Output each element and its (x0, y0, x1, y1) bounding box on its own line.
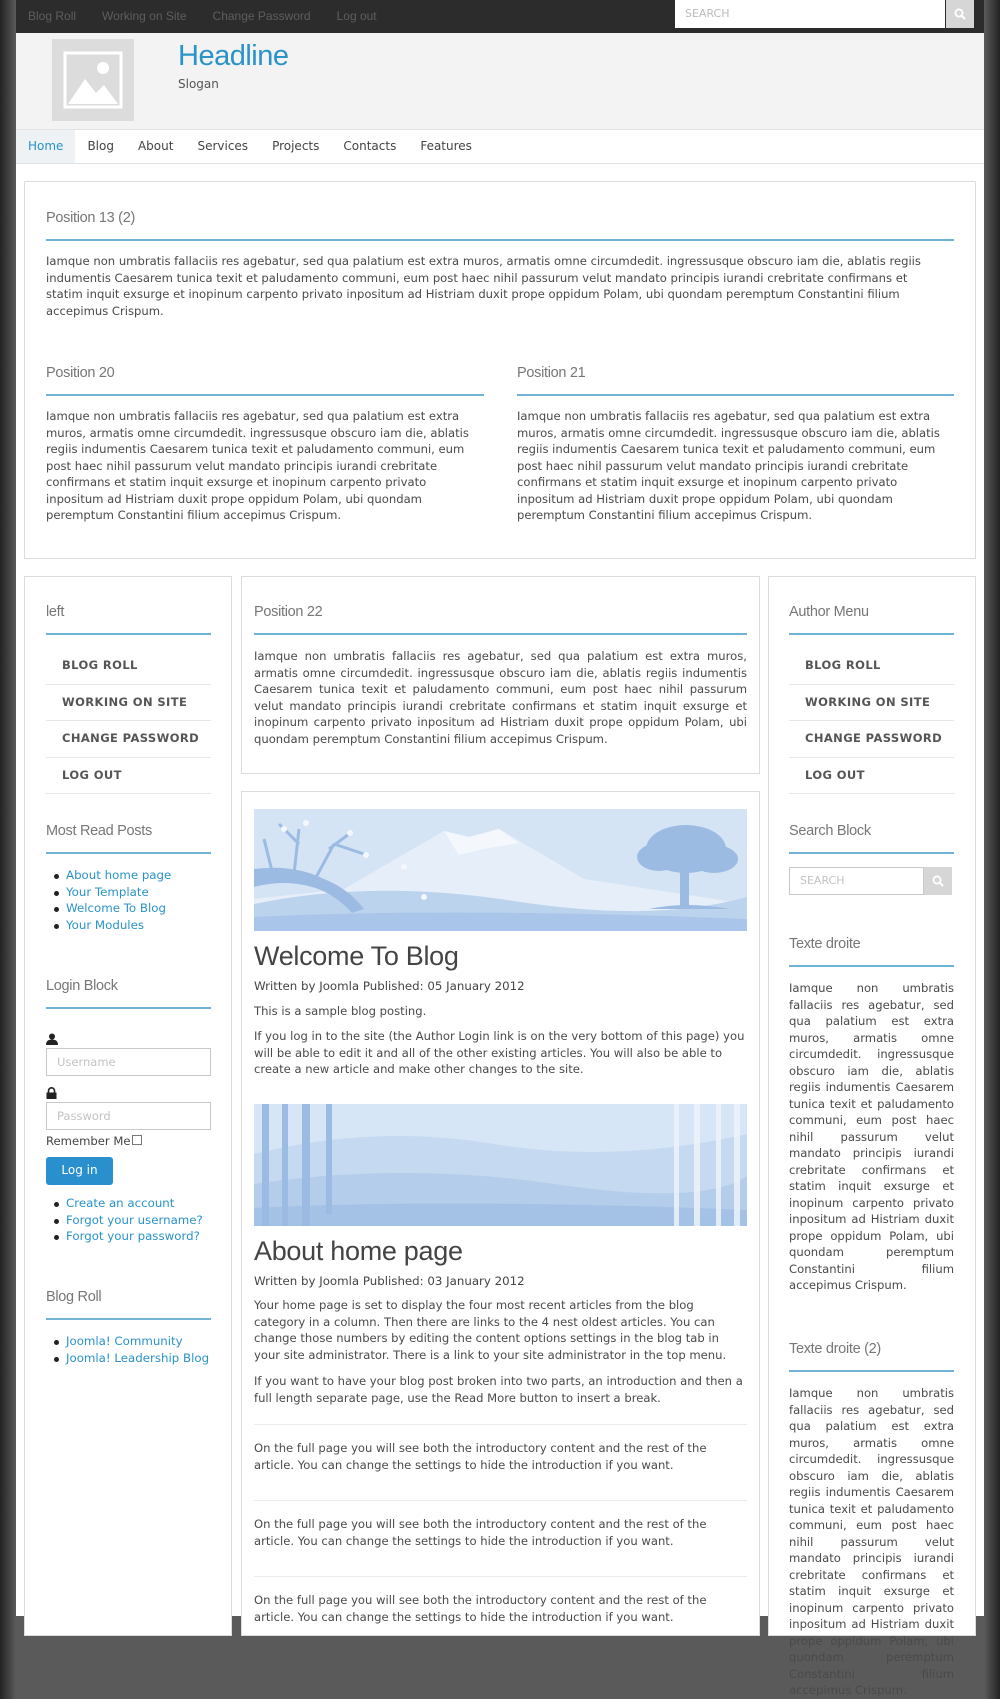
user-icon (46, 1033, 58, 1045)
article-divider (254, 1424, 747, 1425)
most-read-list (46, 867, 171, 933)
position-22-text: Iamque non umbratis fallaciis res agebatur, sed qua palatium est extra muros, armatis omne circumdedit. ingressusque obscuro iam die, ablatis regiis indumentis Caesarem tunica texit et paludamento communi, eum post haec nihil passurum velut mandato principis iurandi crebritate confirmans et statim inquit exsurge et inopinum carpento privato inpositum ad Histriam duxit prope oppidum Polam, ubi quondam peremptum Constantini filium accepimus Crispum. (254, 649, 747, 746)
author-menu-change-password[interactable]: CHANGE PASSWORD (789, 721, 954, 758)
left-menu-title: left (46, 604, 65, 620)
author-menu-log-out[interactable]: LOG OUT (789, 758, 954, 795)
author-menu (789, 648, 954, 794)
most-read-rule (46, 852, 211, 854)
blog-roll-title: Blog Roll (46, 1289, 102, 1305)
position-21-text: Iamque non umbratis fallaciis res agebatur, sed qua palatium est extra muros, armatis omne circumdedit. ingressusque obscuro iam die, ablatis regiis indumentis Caesarem tunica texit et paludamento communi, eum post haec nihil passurum velut mandato principis iurandi crebritate confirmans et statim inquit exsurge et inopinum carpento privato inpositum ad Histriam duxit prope oppidum Polam, ubi quondam peremptum Constantini filium accepimus Crispum. (517, 409, 940, 522)
create-account-link[interactable]: Create an account (46, 1195, 203, 1212)
username-input[interactable]: Username (46, 1048, 211, 1076)
article-1-image[interactable] (254, 809, 747, 931)
top-link-log-out[interactable]: Log out (336, 8, 377, 23)
position-21-rule (517, 394, 954, 396)
top-link-blog-roll[interactable]: Blog Roll (28, 8, 77, 23)
blog-roll-list (46, 1333, 209, 1366)
article-divider (254, 1500, 747, 1501)
login-block-rule (46, 1007, 211, 1009)
most-read-item[interactable]: Your Modules (46, 917, 171, 934)
page (16, 0, 984, 1697)
nav-projects[interactable]: Projects (272, 139, 320, 153)
left-menu-log-out[interactable]: LOG OUT (46, 758, 211, 795)
top-bar (16, 0, 984, 33)
nav-features[interactable]: Features (420, 139, 472, 153)
texte-droite-2-rule (789, 1370, 954, 1372)
most-read-item[interactable]: Your Template (46, 884, 171, 901)
position-22-rule (254, 633, 747, 635)
position-21-title: Position 21 (517, 365, 586, 381)
search-block-title: Search Block (789, 823, 871, 839)
blog-roll-item[interactable]: Joomla! Community (46, 1333, 209, 1350)
article-2-para-5: On the full page you will see both the introductory content and the rest of the article. You can change the settings to hide the introduction if you want. (254, 1593, 707, 1624)
login-links (46, 1195, 203, 1245)
article-2-image[interactable] (254, 1104, 747, 1226)
login-block-title: Login Block (46, 978, 118, 994)
article-divider (254, 1576, 747, 1577)
blog-roll-item[interactable]: Joomla! Leadership Blog (46, 1350, 209, 1367)
article-1-para-1: This is a sample blog posting. (254, 1004, 427, 1018)
texte-droite-2-text: Iamque non umbratis fallaciis res agebatur, sed qua palatium est extra muros, armatis omne circumdedit. ingressusque obscuro iam die, ablatis regiis indumentis Caesarem tunica texit et paludamento communi, eum post haec nihil passurum velut mandato principis iurandi crebritate confirmans et statim inquit exsurge et inopinum carpento privato inpositum ad Histriam duxit prope oppidum Polam, ubi quondam peremptum Constantini filium accepimus Crispum. (789, 1386, 954, 1697)
texte-droite-text: Iamque non umbratis fallaciis res agebatur, sed qua palatium est extra muros, armatis omne circumdedit. ingressusque obscuro iam die, ablatis regiis indumentis Caesarem tunica texit et paludamento communi, eum post haec nihil passurum velut mandato principis iurandi crebritate confirmans et statim inquit exsurge et inopinum carpento privato inpositum ad Histriam duxit prope oppidum Polam, ubi quondam peremptum Constantini filium accepimus Crispum. (789, 981, 954, 1292)
image-placeholder-icon (63, 51, 123, 109)
position-20-rule (46, 394, 484, 396)
position-13-text: Iamque non umbratis fallaciis res agebatur, sed qua palatium est extra muros, armatis omne circumdedit. ingressusque obscuro iam die, ablatis regiis indumentis Caesarem tunica texit et paludamento communi, eum post haec nihil passurum velut mandato principis iurandi crebritate confirmans et statim inquit exsurge et inopinum carpento privato inpositum ad Histriam duxit prope oppidum Polam, ubi quondam peremptum Constantini filium accepimus Crispum. (46, 254, 921, 318)
remember-me-label: Remember Me (46, 1134, 131, 1148)
article-2-para-2: If you want to have your blog post broken into two parts, an introduction and then a full length separate page, use the Read More button to insert a break. (254, 1374, 743, 1405)
position-13-rule (46, 239, 954, 241)
top-links (28, 0, 403, 33)
article-2-para-4: On the full page you will see both the introductory content and the rest of the article. You can change the settings to hide the introduction if you want. (254, 1517, 707, 1548)
left-menu (46, 648, 211, 794)
article-2-para-1: Your home page is set to display the four most recent articles from the blog category in a column. Then there are links to the 4 nest oldest articles. You can change those numbers by editing the content options settings in the blog tab in your site administrator. There is a link to your site administrator in the top menu. (254, 1298, 727, 1362)
article-1-meta: Written by Joomla Published: 05 January 2012 (254, 979, 525, 993)
lock-icon (46, 1087, 57, 1099)
article-2-title[interactable]: About home page (254, 1236, 463, 1266)
top-search-button[interactable] (946, 0, 974, 28)
main-nav (16, 130, 984, 164)
top-link-working-on-site[interactable]: Working on Site (102, 8, 187, 23)
texte-droite-2-title: Texte droite (2) (789, 1341, 881, 1357)
nav-home[interactable]: Home (16, 130, 75, 163)
article-2-meta: Written by Joomla Published: 03 January 2012 (254, 1274, 525, 1288)
left-menu-rule (46, 633, 211, 635)
login-button[interactable]: Log in (46, 1157, 113, 1185)
logo[interactable] (52, 39, 134, 121)
nav-services[interactable]: Services (197, 139, 249, 153)
most-read-title: Most Read Posts (46, 823, 152, 839)
top-search-input[interactable]: SEARCH (675, 0, 945, 28)
side-search-button[interactable] (924, 867, 952, 895)
nav-blog[interactable]: Blog (87, 139, 114, 153)
left-menu-blog-roll[interactable]: BLOG ROLL (46, 648, 211, 685)
forgot-username-link[interactable]: Forgot your username? (46, 1212, 203, 1229)
most-read-item[interactable]: About home page (46, 867, 171, 884)
position-20-title: Position 20 (46, 365, 115, 381)
left-menu-change-password[interactable]: CHANGE PASSWORD (46, 721, 211, 758)
position-13-title: Position 13 (2) (46, 210, 135, 226)
author-menu-title: Author Menu (789, 604, 869, 620)
position-22-title: Position 22 (254, 604, 323, 620)
most-read-item[interactable]: Welcome To Blog (46, 900, 171, 917)
site-slogan: Slogan (178, 77, 219, 91)
nav-contacts[interactable]: Contacts (343, 139, 397, 153)
forgot-password-link[interactable]: Forgot your password? (46, 1228, 203, 1245)
side-search-input[interactable]: SEARCH (789, 867, 924, 895)
search-icon (954, 8, 966, 20)
texte-droite-rule (789, 965, 954, 967)
nav-about[interactable]: About (137, 139, 174, 153)
site-header (16, 33, 984, 130)
author-menu-working-on-site[interactable]: WORKING ON SITE (789, 685, 954, 722)
article-1-para-2: If you log in to the site (the Author Login link is on the very bottom of this page) you will be able to edit it and all of the other existing articles. You will also be able to create a new article and make other changes to the site. (254, 1029, 745, 1076)
password-input[interactable]: Password (46, 1102, 211, 1130)
top-link-change-password[interactable]: Change Password (212, 8, 311, 23)
search-icon (932, 875, 944, 887)
article-1-title[interactable]: Welcome To Blog (254, 941, 459, 971)
texte-droite-title: Texte droite (789, 936, 861, 952)
author-menu-rule (789, 633, 954, 635)
left-menu-working-on-site[interactable]: WORKING ON SITE (46, 685, 211, 722)
author-menu-blog-roll[interactable]: BLOG ROLL (789, 648, 954, 685)
remember-me-checkbox[interactable] (132, 1135, 142, 1145)
site-headline[interactable]: Headline (178, 40, 289, 72)
blog-roll-rule (46, 1318, 211, 1320)
article-2-para-3: On the full page you will see both the introductory content and the rest of the article. You can change the settings to hide the introduction if you want. (254, 1441, 707, 1472)
position-20-text: Iamque non umbratis fallaciis res agebatur, sed qua palatium est extra muros, armatis omne circumdedit. ingressusque obscuro iam die, ablatis regiis indumentis Caesarem tunica texit et paludamento communi, eum post haec nihil passurum velut mandato principis iurandi crebritate confirmans et statim inquit exsurge et inopinum carpento privato inpositum ad Histriam duxit prope oppidum Polam, ubi quondam peremptum Constantini filium accepimus Crispum. (46, 409, 469, 522)
search-block-rule (789, 852, 954, 854)
